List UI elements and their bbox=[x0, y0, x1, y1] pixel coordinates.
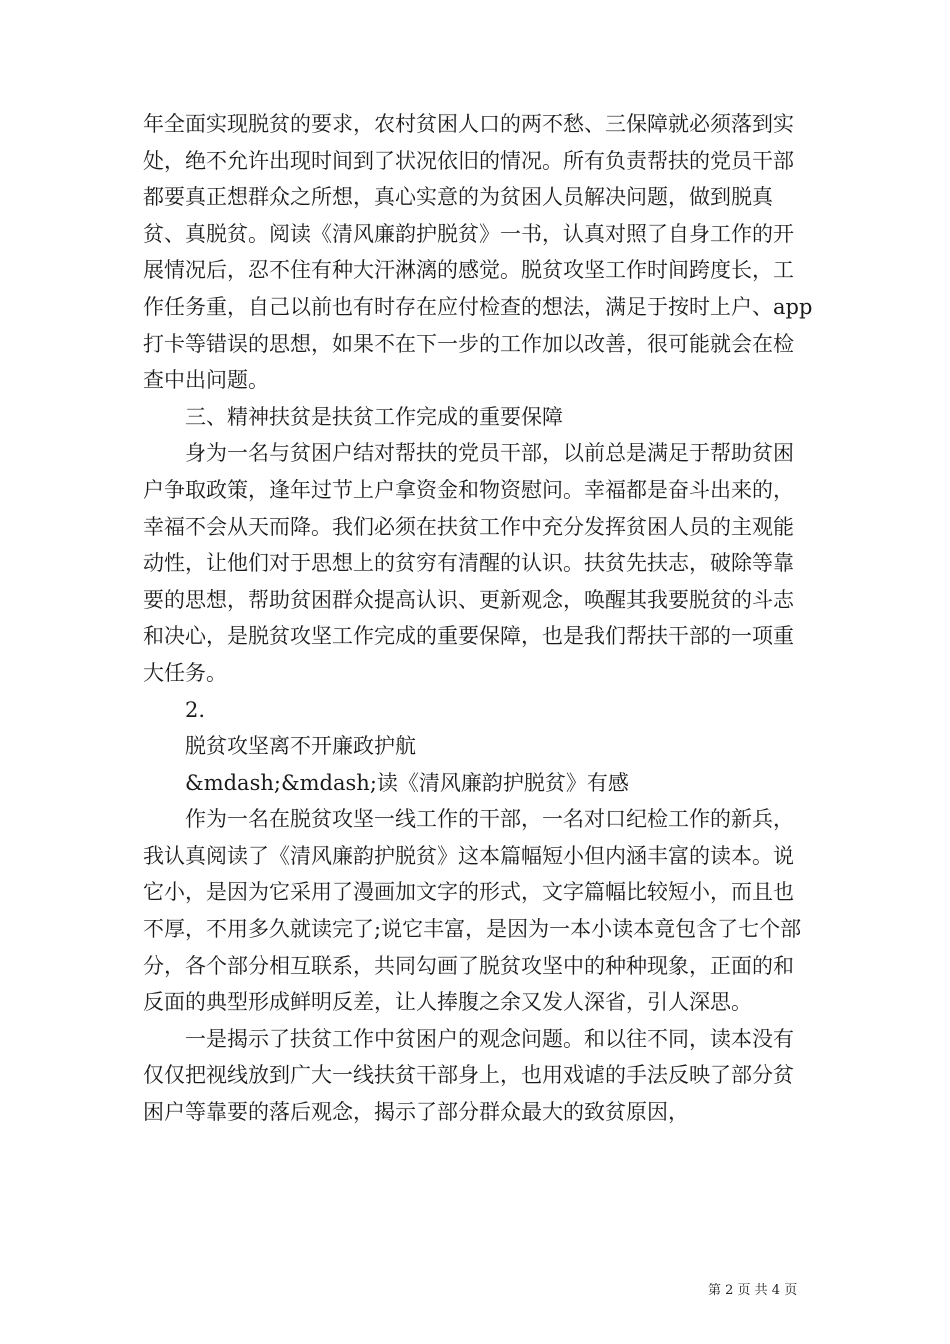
section-heading: 三、精神扶贫是扶贫工作完成的重要保障 bbox=[185, 404, 563, 429]
page-number: 第 2 页 共 4 页 bbox=[708, 1283, 798, 1298]
paragraph-continuation: 年全面实现脱贫的要求，农村贫困人口的两不愁、三保障就必须落到实处，绝不允许出现时间到了状况依旧的情况。所有负责帮扶的党员干部都要真正想群众之所想，真心实意的为贫困人员解决问题，做到脱真贫、真脱贫。阅读《清风廉韵护脱贫》一书，认真对照了自身工作的开展情况后，忍不住有种大汗淋漓的感觉。脱贫攻坚工作时间跨度长，工作任务重，自己以前也有时存在应付检查的想法，满足于按时上户、app打卡等错误的思想，如果不在下一步的工作加以改善，很可能就会在检查中出问题。 bbox=[143, 112, 813, 393]
paragraph: 作为一名在脱贫攻坚一线工作的干部，一名对口纪检工作的新兵，我认真阅读了《清风廉韵护脱贫》这本篇幅短小但内涵丰富的读本。说它小，是因为它采用了漫画加文字的形式，文字篇幅比较短小，而且也不厚，不用多久就读完了;说它丰富，是因为一本小读本竟包含了七个部分，各个部分相互联系，共同勾画了脱贫攻坚中的种种现象，正面的和反面的典型形成鲜明反差，让人捧腹之余又发人深省，引人深思。 bbox=[143, 807, 802, 1015]
article-subtitle: &mdash;&mdash;读《清风廉韵护脱贫》有感 bbox=[185, 770, 629, 795]
article-title: 脱贫攻坚离不开廉政护航 bbox=[185, 734, 416, 759]
paragraph: 身为一名与贫困户结对帮扶的党员干部，以前总是满足于帮助贫困户争取政策，逢年过节上户拿资金和物资慰问。幸福都是奋斗出来的，幸福不会从天而降。我们必须在扶贫工作中充分发挥贫困人员的主观能动性，让他们对于思想上的贫穷有清醒的认识。扶贫先扶志，破除等靠要的思想，帮助贫困群众提高认识、更新观念，唤醒其我要脱贫的斗志和决心，是脱贫攻坚工作完成的重要保障，也是我们帮扶干部的一项重大任务。 bbox=[143, 441, 794, 685]
item-number: 2. bbox=[185, 697, 206, 722]
paragraph: 一是揭示了扶贫工作中贫困户的观念问题。和以往不同，读本没有仅仅把视线放到广大一线扶贫干部身上，也用戏谑的手法反映了部分贫困户等靠要的落后观念，揭示了部分群众最大的致贫原因， bbox=[143, 1026, 794, 1125]
document-body bbox=[143, 106, 813, 1131]
